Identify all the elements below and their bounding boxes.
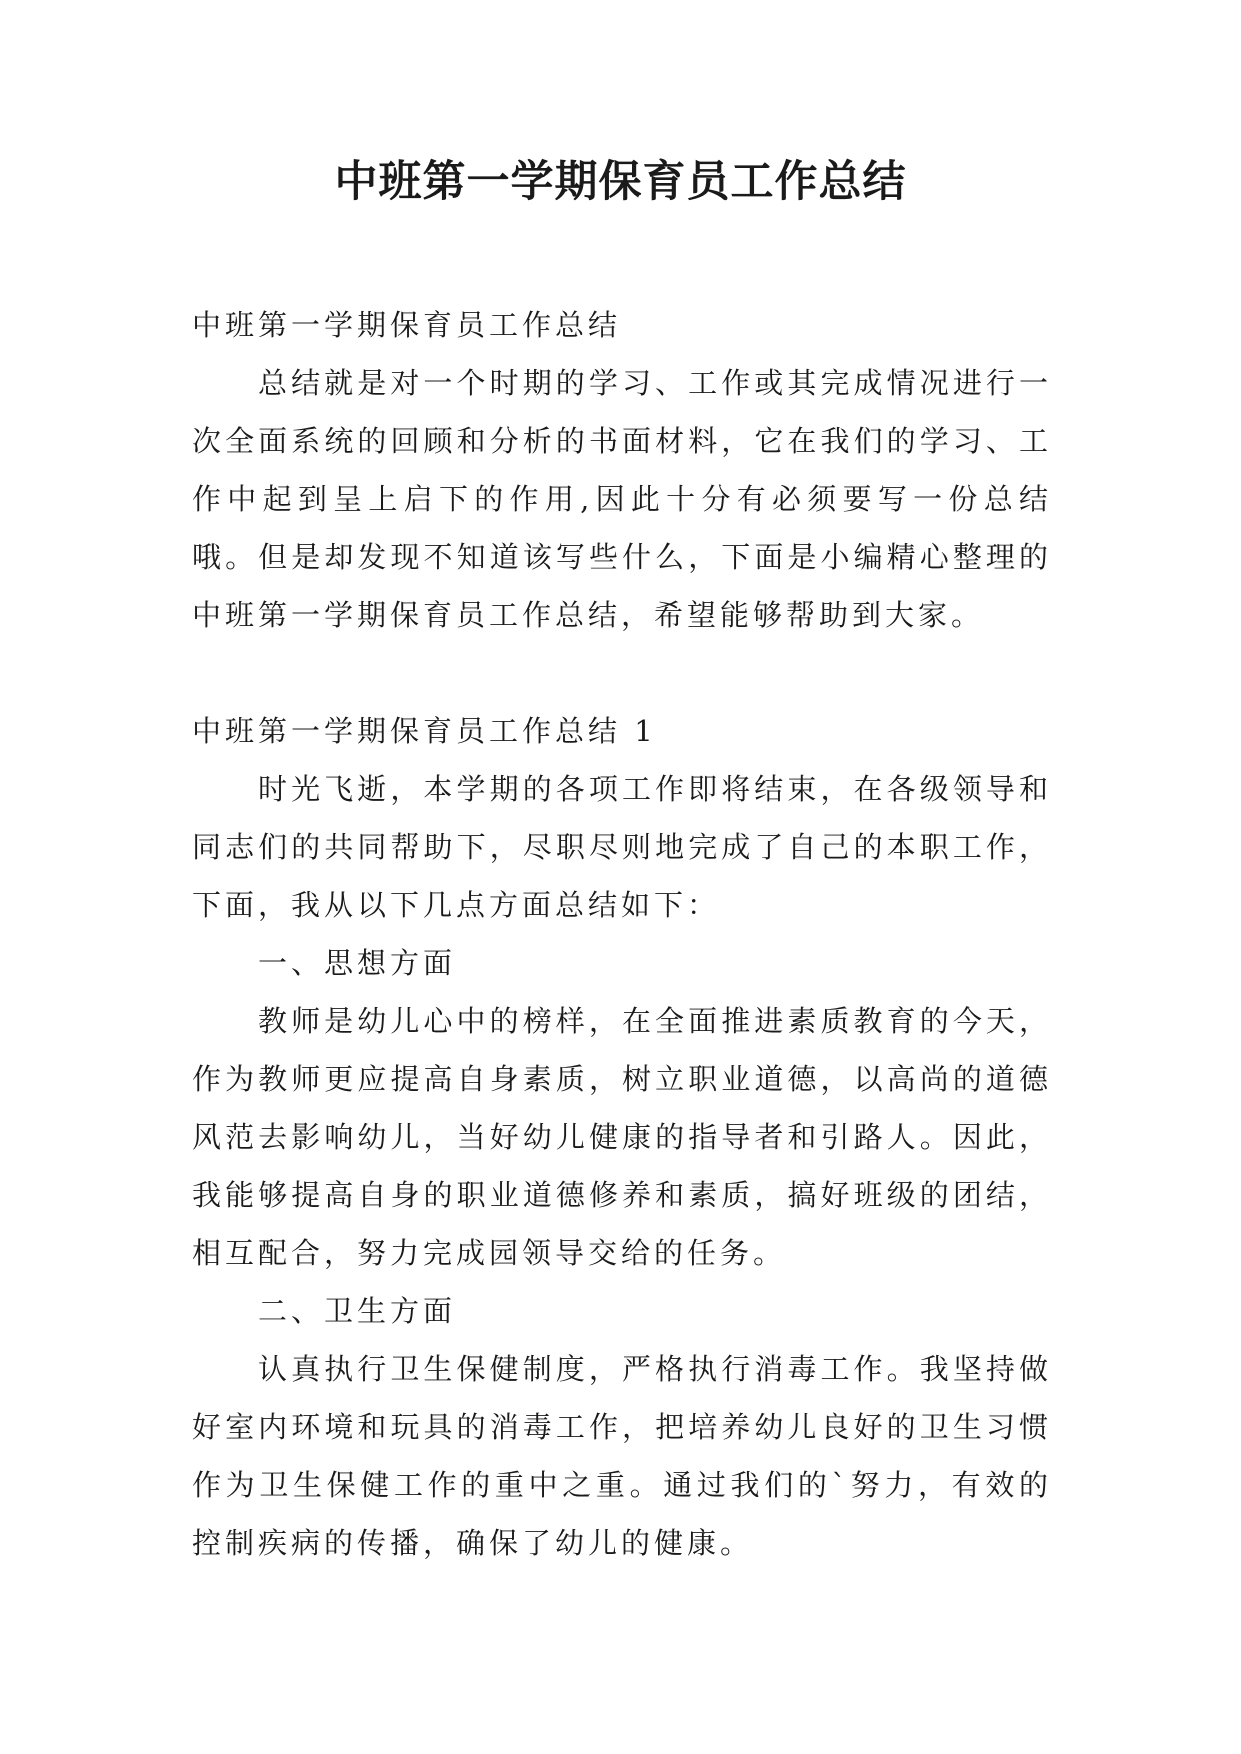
- intro-paragraph: 总结就是对一个时期的学习、工作或其完成情况进行一次全面系统的回顾和分析的书面材料，它在我们的学习、工作中起到呈上启下的作用,因此十分有必须要写一份总结哦。但是却发现不知道该写些什么，下面是小编精心整理的中班第一学期保育员工作总结，希望能够帮助到大家。: [192, 366, 1052, 632]
- part-body-hygiene: 认真执行卫生保健制度，严格执行消毒工作。我坚持做好室内环境和玩具的消毒工作，把培养幼儿良好的卫生习惯作为卫生保健工作的重中之重。通过我们的`努力，有效的控制疾病的传播，确保了幼儿的健康。: [192, 1352, 1052, 1560]
- section-heading: 中班第一学期保育员工作总结 1: [192, 714, 657, 748]
- part-heading-hygiene: 二、卫生方面: [258, 1294, 457, 1328]
- document-body: [192, 296, 1052, 1572]
- part-body-thought: 教师是幼儿心中的榜样，在全面推进素质教育的今天，作为教师更应提高自身素质，树立职业道德，以高尚的道德风范去影响幼儿，当好幼儿健康的指导者和引路人。因此，我能够提高自身的职业道德修养和素质，搞好班级的团结，相互配合，努力完成园领导交给的任务。: [192, 1004, 1052, 1270]
- paragraph-spacer: [192, 644, 1052, 702]
- document-title: 中班第一学期保育员工作总结: [334, 157, 907, 207]
- part-heading-thought: 一、思想方面: [258, 946, 457, 980]
- subtitle: 中班第一学期保育员工作总结: [192, 308, 622, 342]
- section-opening-paragraph: 时光飞逝，本学期的各项工作即将结束，在各级领导和同志们的共同帮助下，尽职尽则地完成了自己的本职工作，下面，我从以下几点方面总结如下：: [192, 772, 1052, 922]
